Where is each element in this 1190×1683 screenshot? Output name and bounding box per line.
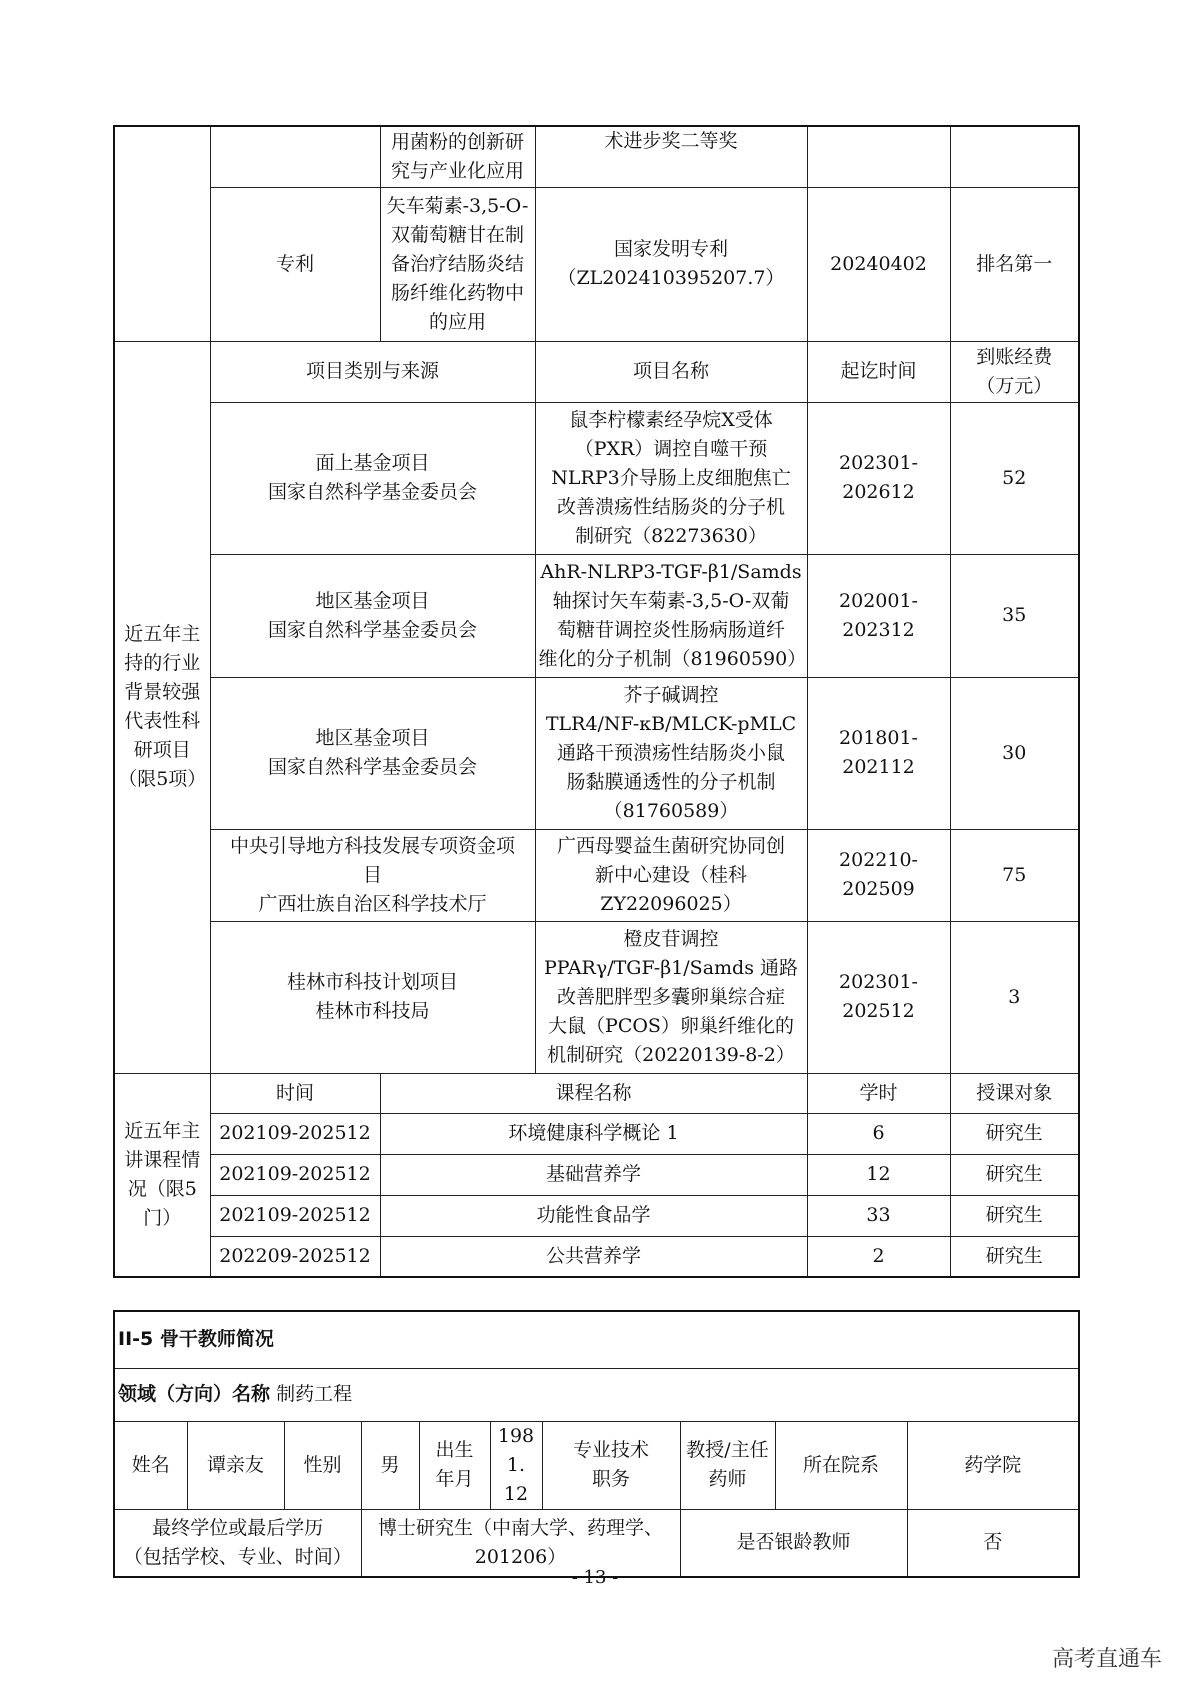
patent-name: 矢车菊素-3,5-O- 双葡萄糖甘在制 备治疗结肠炎结 肠纤维化药物中 的应用 — [380, 187, 535, 341]
section-title: II-5 骨干教师简况 — [114, 1311, 1079, 1368]
course-hours: 2 — [807, 1236, 950, 1277]
gender-value: 男 — [361, 1421, 419, 1509]
project-funds: 35 — [950, 554, 1079, 677]
field-label: 领域（方向）名称 — [118, 1383, 271, 1405]
project-category: 地区基金项目 国家自然科学基金委员会 — [210, 554, 535, 677]
research-table — [113, 125, 1080, 1278]
award-section-label — [114, 126, 210, 341]
courses-header-time: 时间 — [210, 1073, 380, 1113]
projects-header-category: 项目类别与来源 — [210, 341, 535, 402]
courses-header-row — [114, 1073, 1079, 1113]
name-value: 谭亲友 — [187, 1421, 284, 1509]
field-cell — [114, 1368, 1079, 1421]
project-name: 橙皮苷调控 PPARγ/TGF-β1/Samds 通路 改善肥胖型多囊卵巢综合症 大鼠（PCOS）卵巢纤维化的 机制研究（20220139-8-2） — [535, 921, 807, 1073]
project-row — [114, 921, 1079, 1073]
course-hours: 6 — [807, 1113, 950, 1154]
courses-header-name: 课程名称 — [380, 1073, 807, 1113]
projects-header-funds: 到账经费 （万元） — [950, 341, 1079, 402]
award-name: 用菌粉的创新研 究与产业化应用 — [380, 126, 535, 187]
course-row — [114, 1195, 1079, 1236]
award-row — [114, 126, 1079, 187]
projects-header-row — [114, 341, 1079, 402]
project-row — [114, 677, 1079, 829]
patent-date: 20240402 — [807, 187, 950, 341]
project-period: 202301- 202612 — [807, 402, 950, 554]
course-row — [114, 1113, 1079, 1154]
project-funds: 30 — [950, 677, 1079, 829]
award-level: 术进步奖二等奖 — [535, 126, 807, 187]
projects-section-label: 近五年主 持的行业 背景较强 代表性科 研项目 （限5项） — [114, 341, 210, 1073]
dept-label: 所在院系 — [775, 1421, 907, 1509]
course-row — [114, 1236, 1079, 1277]
project-category: 面上基金项目 国家自然科学基金委员会 — [210, 402, 535, 554]
project-row — [114, 554, 1079, 677]
watermark: 高考直通车 — [1051, 1647, 1162, 1672]
gender-label: 性别 — [284, 1421, 361, 1509]
award-date — [807, 126, 950, 187]
course-name: 公共营养学 — [380, 1236, 807, 1277]
course-target: 研究生 — [950, 1113, 1079, 1154]
senior-label: 是否银龄教师 — [680, 1509, 907, 1577]
course-row — [114, 1154, 1079, 1195]
title-label: 专业技术 职务 — [542, 1421, 680, 1509]
project-row — [114, 829, 1079, 921]
courses-section-label: 近五年主 讲课程情 况（限5 门） — [114, 1073, 210, 1277]
course-time: 202109-202512 — [210, 1154, 380, 1195]
section-title-row — [114, 1311, 1079, 1368]
course-target: 研究生 — [950, 1236, 1079, 1277]
course-name: 基础营养学 — [380, 1154, 807, 1195]
senior-value: 否 — [907, 1509, 1079, 1577]
field-value: 制药工程 — [276, 1383, 353, 1405]
award-rank — [950, 126, 1079, 187]
course-time: 202109-202512 — [210, 1195, 380, 1236]
project-funds: 75 — [950, 829, 1079, 921]
project-category: 中央引导地方科技发展专项资金项 目 广西壮族自治区科学技术厅 — [210, 829, 535, 921]
course-hours: 12 — [807, 1154, 950, 1195]
project-category: 地区基金项目 国家自然科学基金委员会 — [210, 677, 535, 829]
dept-value: 药学院 — [907, 1421, 1079, 1509]
award-type-cell — [210, 126, 380, 187]
patent-type: 专利 — [210, 187, 380, 341]
projects-header-period: 起讫时间 — [807, 341, 950, 402]
project-period: 201801- 202112 — [807, 677, 950, 829]
project-period: 202301- 202512 — [807, 921, 950, 1073]
project-name: AhR-NLRP3-TGF-β1/Samds 轴探讨矢车菊素-3,5-O-双葡 萄糖苷调控炎性肠病肠道纤 维化的分子机制（81960590） — [535, 554, 807, 677]
course-target: 研究生 — [950, 1195, 1079, 1236]
birth-value: 1981. 12 — [490, 1421, 542, 1509]
course-target: 研究生 — [950, 1154, 1079, 1195]
project-period: 202210- 202509 — [807, 829, 950, 921]
patent-row — [114, 187, 1079, 341]
project-period: 202001- 202312 — [807, 554, 950, 677]
courses-header-target: 授课对象 — [950, 1073, 1079, 1113]
course-time: 202209-202512 — [210, 1236, 380, 1277]
patent-level: 国家发明专利 （ZL202410395207.7） — [535, 187, 807, 341]
birth-label: 出生 年月 — [419, 1421, 490, 1509]
page-number: - 13 - — [571, 1567, 619, 1588]
project-funds: 3 — [950, 921, 1079, 1073]
patent-rank: 排名第一 — [950, 187, 1079, 341]
project-name: 广西母婴益生菌研究协同创 新中心建设（桂科 ZY22096025） — [535, 829, 807, 921]
title-value: 教授/主任 药师 — [680, 1421, 775, 1509]
degree-label: 最终学位或最后学历 （包括学校、专业、时间） — [114, 1509, 361, 1577]
project-funds: 52 — [950, 402, 1079, 554]
project-name: 鼠李柠檬素经孕烷X受体 （PXR）调控自噬干预 NLRP3介导肠上皮细胞焦亡 改善溃疡性结肠炎的分子机 制研究（82273630） — [535, 402, 807, 554]
projects-header-name: 项目名称 — [535, 341, 807, 402]
course-name: 功能性食品学 — [380, 1195, 807, 1236]
name-label: 姓名 — [114, 1421, 187, 1509]
course-name: 环境健康科学概论 1 — [380, 1113, 807, 1154]
course-hours: 33 — [807, 1195, 950, 1236]
info-row — [114, 1421, 1079, 1509]
degree-value: 博士研究生（中南大学、药理学、 201206） — [361, 1509, 680, 1577]
course-time: 202109-202512 — [210, 1113, 380, 1154]
teacher-table — [113, 1310, 1080, 1578]
project-row — [114, 402, 1079, 554]
field-row — [114, 1368, 1079, 1421]
project-category: 桂林市科技计划项目 桂林市科技局 — [210, 921, 535, 1073]
courses-header-hours: 学时 — [807, 1073, 950, 1113]
project-name: 芥子碱调控 TLR4/NF-κB/MLCK-pMLC 通路干预溃疡性结肠炎小鼠 肠黏膜通透性的分子机制 （81760589） — [535, 677, 807, 829]
